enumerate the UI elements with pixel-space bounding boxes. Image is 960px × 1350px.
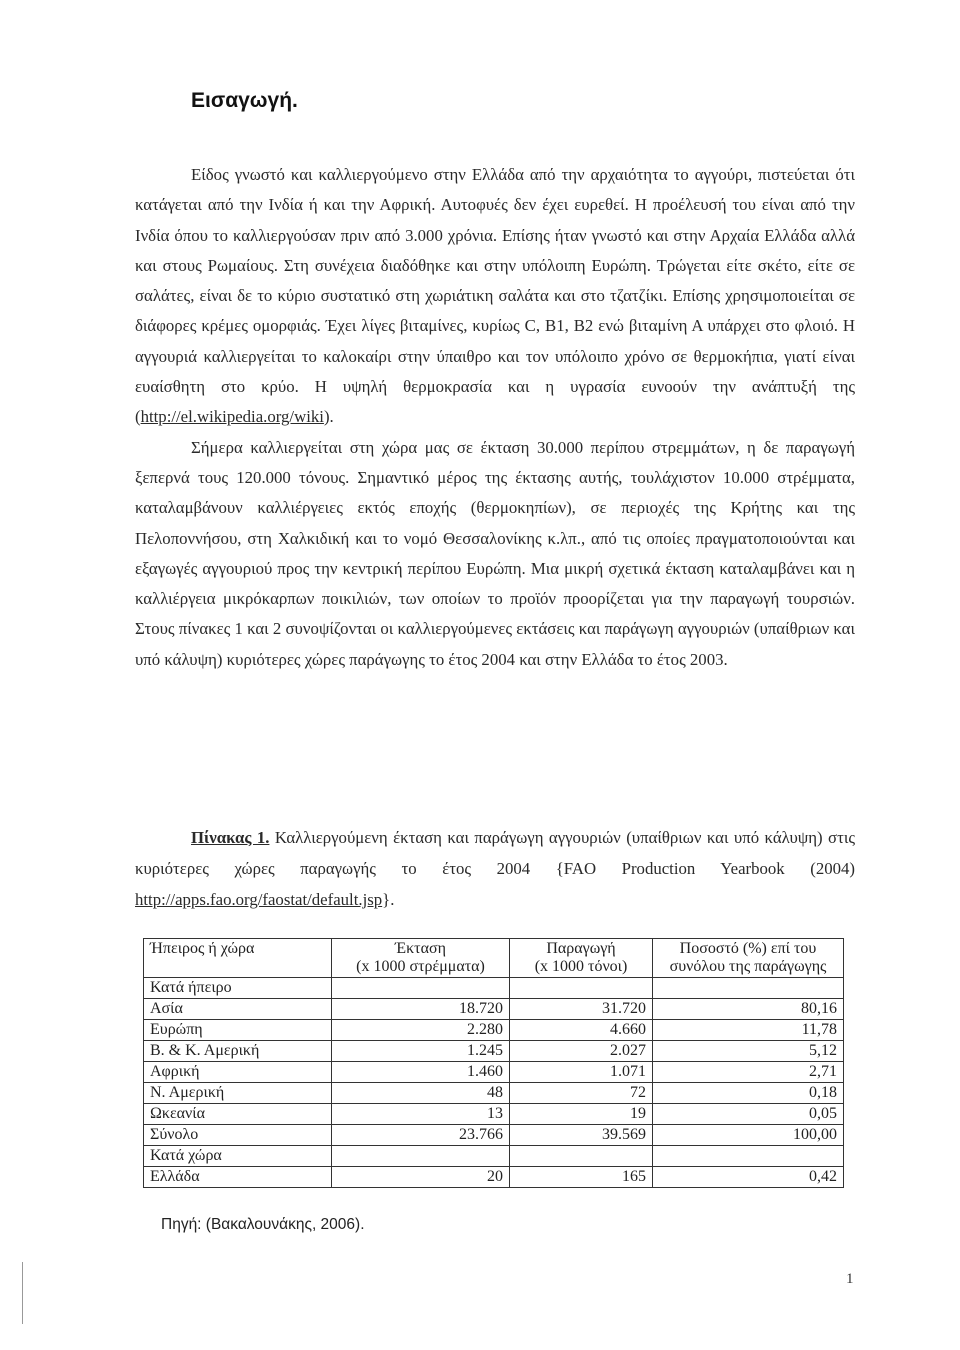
header-production: Παραγωγή (x 1000 τόνοι): [510, 939, 653, 978]
table-body: [144, 978, 844, 1188]
paragraph-1: [135, 160, 855, 433]
production-table: [143, 938, 844, 1188]
page-number: 1: [846, 1271, 854, 1287]
table-row: Ωκεανία 13 19 0,05: [144, 1104, 844, 1125]
paragraph-1-end: ).: [323, 407, 334, 427]
table-caption: [135, 822, 855, 915]
intro-body: [135, 160, 855, 675]
header-percentage: Ποσοστό (%) επί του συνόλου της παράγωγης: [653, 939, 844, 978]
paragraph-1-text: Είδος γνωστό και καλλιεργούμενο στην Ελλάδα από την αρχαιότητα το αγγούρι, πιστεύεται ότι κατάγεται από την Ινδία ή και την Αφρική. Αυτοφυές δεν έχει ευρεθεί. Η προέλευσή του είναι από την Ινδία όπου το καλλιεργούσαν πριν από 3.000 χρόνια. Επίσης ήταν γνωστό και στην Αρχαία Ελλάδα αλλά και στους Ρωμαίους. Στη συνέχεια διαδόθηκε και στην υπόλοιπη Ευρώπη. Τρώγεται είτε σκέτο, είτε σε σαλάτες, είναι δε το κύριο συστατικό στη χωριάτικη σαλάτα και στο τζατζίκι. Επίσης χρησιμοποιείται σε διάφορες κρέμες ομορφιάς. Έχει λίγες βιταμίνες, κυρίως C, B1, B2 ενώ βιταμίνη Α υπάρχει στο φλοιό. Η αγγουριά καλλιεργείται το καλοκαίρι στην ύπαιθρο και τον υπόλοιπο χρόνο σε θερμοκήπια, γιατί είναι ευαίσθητη στο κρύο. Η υψηλή θερμοκρασία και η υγρασία ευνοούν την ανάπτυξή της (: [135, 165, 855, 427]
table-row: Ν. Αμερική 48 72 0,18: [144, 1083, 844, 1104]
section-label-country: Κατά χώρα: [144, 1146, 332, 1167]
header-region: Ήπειρος ή χώρα: [144, 939, 332, 978]
header-area: Έκταση (x 1000 στρέμματα): [332, 939, 510, 978]
section-row: [144, 1146, 844, 1167]
table-caption-end: }.: [382, 890, 395, 909]
margin-mark: [22, 1262, 23, 1324]
table-row: Ευρώπη 2.280 4.660 11,78: [144, 1020, 844, 1041]
table-row: Β. & Κ. Αμερική 1.245 2.027 5,12: [144, 1041, 844, 1062]
table-row: Ελλάδα 20 165 0,42: [144, 1167, 844, 1188]
section-heading: Εισαγωγή.: [191, 89, 298, 112]
section-label-continent: Κατά ήπειρο: [144, 978, 332, 999]
table-caption-text: Καλλιεργούμενη έκταση και παράγωγη αγγουριών (υπαίθριων και υπό κάλυψη) στις κυριότερες χώρες παραγωγής το έτος 2004 {FAO Production Yearbook (2004): [135, 828, 855, 878]
wikipedia-link[interactable]: http://el.wikipedia.org/wiki: [140, 407, 324, 427]
fao-link[interactable]: http://apps.fao.org/faostat/default.jsp: [135, 890, 383, 909]
table-header-row: [144, 939, 844, 978]
table-row: Αφρική 1.460 1.071 2,71: [144, 1062, 844, 1083]
paragraph-2: Σήμερα καλλιεργείται στη χώρα μας σε έκταση 30.000 περίπου στρεμμάτων, η δε παραγωγή ξεπερνά τους 120.000 τόνους. Σημαντικό μέρος της έκτασης αυτής, τουλάχιστον 10.000 στρέμματα, καταλαμβάνουν καλλιέργειες εκτός εποχής (θερμοκηπίων), σε περιοχές της Κρήτης και της Πελοποννήσου, στη Χαλκιδική και το νομό Θεσσαλονίκης κ.λπ., από τις οποίες πραγματοποιούνται και εξαγωγές αγγουριού προς την κεντρική περίπου Ευρώπη. Μια μικρή σχετικά έκταση καταλαμβάνει και η καλλιέργεια μικρόκαρπων ποικιλιών, των οποίων το προϊόν προορίζεται για την παραγωγή τουρσιών. Στους πίνακες 1 και 2 συνοψίζονται οι καλλιεργούμενες εκτάσεις και παράγωγη αγγουριών (υπαίθριων και υπό κάλυψη) κυριότερες χώρες παράγωγης το έτος 2004 και στην Ελλάδα το έτος 2003.: [135, 437, 855, 669]
table-row-total: Σύνολο 23.766 39.569 100,00: [144, 1125, 844, 1146]
table-row: Ασία 18.720 31.720 80,16: [144, 999, 844, 1020]
table-source: Πηγή: (Βακαλουνάκης, 2006).: [161, 1216, 365, 1233]
section-row: [144, 978, 844, 999]
table-caption-label: Πίνακας 1.: [191, 828, 270, 847]
